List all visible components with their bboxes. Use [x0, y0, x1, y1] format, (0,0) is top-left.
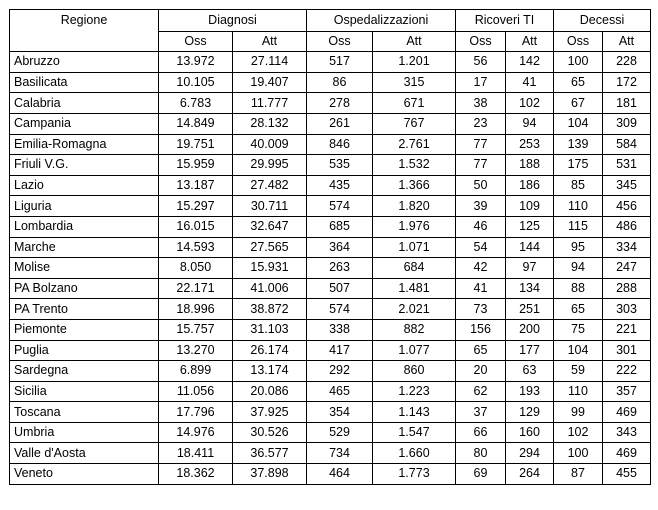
value-cell: 17	[456, 72, 506, 93]
value-cell: 41	[456, 278, 506, 299]
table-row	[10, 422, 651, 443]
value-cell: 261	[307, 113, 373, 134]
value-cell: 59	[554, 361, 603, 382]
value-cell: 14.976	[159, 422, 233, 443]
value-cell: 32.647	[233, 216, 307, 237]
value-cell: 2.021	[373, 299, 456, 320]
region-name-cell: Friuli V.G.	[10, 155, 159, 176]
value-cell: 46	[456, 216, 506, 237]
table-row	[10, 278, 651, 299]
value-cell: 54	[456, 237, 506, 258]
value-cell: 175	[554, 155, 603, 176]
value-cell: 1.820	[373, 196, 456, 217]
value-cell: 40.009	[233, 134, 307, 155]
value-cell: 28.132	[233, 113, 307, 134]
value-cell: 139	[554, 134, 603, 155]
value-cell: 27.114	[233, 52, 307, 73]
table-row	[10, 175, 651, 196]
value-cell: 517	[307, 52, 373, 73]
value-cell: 73	[456, 299, 506, 320]
region-name-cell: Lazio	[10, 175, 159, 196]
value-cell: 13.174	[233, 361, 307, 382]
value-cell: 97	[506, 258, 554, 279]
region-name-cell: Calabria	[10, 93, 159, 114]
value-cell: 65	[554, 72, 603, 93]
value-cell: 23	[456, 113, 506, 134]
subheader-ricoveri-att: Att	[506, 31, 554, 52]
value-cell: 278	[307, 93, 373, 114]
value-cell: 1.660	[373, 443, 456, 464]
value-cell: 104	[554, 340, 603, 361]
value-cell: 36.577	[233, 443, 307, 464]
region-name-cell: PA Trento	[10, 299, 159, 320]
value-cell: 62	[456, 381, 506, 402]
value-cell: 417	[307, 340, 373, 361]
subheader-ospedalizzazioni-oss: Oss	[307, 31, 373, 52]
region-name-cell: Veneto	[10, 464, 159, 485]
value-cell: 110	[554, 381, 603, 402]
subheader-diagnosi-oss: Oss	[159, 31, 233, 52]
value-cell: 288	[603, 278, 651, 299]
value-cell: 685	[307, 216, 373, 237]
column-group-diagnosi: Diagnosi	[159, 10, 307, 32]
value-cell: 99	[554, 402, 603, 423]
value-cell: 263	[307, 258, 373, 279]
region-name-cell: Campania	[10, 113, 159, 134]
value-cell: 188	[506, 155, 554, 176]
value-cell: 1.071	[373, 237, 456, 258]
value-cell: 19.751	[159, 134, 233, 155]
value-cell: 142	[506, 52, 554, 73]
value-cell: 37.898	[233, 464, 307, 485]
value-cell: 41.006	[233, 278, 307, 299]
region-name-cell: Piemonte	[10, 319, 159, 340]
value-cell: 354	[307, 402, 373, 423]
value-cell: 343	[603, 422, 651, 443]
value-cell: 63	[506, 361, 554, 382]
table-row	[10, 299, 651, 320]
value-cell: 19.407	[233, 72, 307, 93]
value-cell: 309	[603, 113, 651, 134]
subheader-diagnosi-att: Att	[233, 31, 307, 52]
value-cell: 75	[554, 319, 603, 340]
value-cell: 338	[307, 319, 373, 340]
region-name-cell: Emilia-Romagna	[10, 134, 159, 155]
region-name-cell: Basilicata	[10, 72, 159, 93]
value-cell: 13.187	[159, 175, 233, 196]
subheader-decessi-att: Att	[603, 31, 651, 52]
value-cell: 20	[456, 361, 506, 382]
value-cell: 85	[554, 175, 603, 196]
table-row	[10, 361, 651, 382]
value-cell: 102	[506, 93, 554, 114]
value-cell: 30.526	[233, 422, 307, 443]
value-cell: 94	[506, 113, 554, 134]
column-header-region: Regione	[10, 10, 159, 52]
value-cell: 129	[506, 402, 554, 423]
value-cell: 1.532	[373, 155, 456, 176]
value-cell: 20.086	[233, 381, 307, 402]
value-cell: 87	[554, 464, 603, 485]
value-cell: 66	[456, 422, 506, 443]
value-cell: 529	[307, 422, 373, 443]
value-cell: 15.297	[159, 196, 233, 217]
region-name-cell: Lombardia	[10, 216, 159, 237]
value-cell: 6.783	[159, 93, 233, 114]
value-cell: 109	[506, 196, 554, 217]
value-cell: 38.872	[233, 299, 307, 320]
value-cell: 41	[506, 72, 554, 93]
value-cell: 69	[456, 464, 506, 485]
value-cell: 535	[307, 155, 373, 176]
value-cell: 294	[506, 443, 554, 464]
value-cell: 357	[603, 381, 651, 402]
value-cell: 39	[456, 196, 506, 217]
value-cell: 104	[554, 113, 603, 134]
region-name-cell: Liguria	[10, 196, 159, 217]
region-name-cell: Valle d'Aosta	[10, 443, 159, 464]
value-cell: 584	[603, 134, 651, 155]
column-group-ospedalizzazioni: Ospedalizzazioni	[307, 10, 456, 32]
value-cell: 1.201	[373, 52, 456, 73]
value-cell: 200	[506, 319, 554, 340]
value-cell: 181	[603, 93, 651, 114]
region-name-cell: Sicilia	[10, 381, 159, 402]
value-cell: 1.773	[373, 464, 456, 485]
value-cell: 13.972	[159, 52, 233, 73]
value-cell: 18.411	[159, 443, 233, 464]
value-cell: 1.366	[373, 175, 456, 196]
value-cell: 160	[506, 422, 554, 443]
value-cell: 125	[506, 216, 554, 237]
value-cell: 734	[307, 443, 373, 464]
value-cell: 574	[307, 299, 373, 320]
region-name-cell: Sardegna	[10, 361, 159, 382]
value-cell: 846	[307, 134, 373, 155]
value-cell: 456	[603, 196, 651, 217]
value-cell: 1.077	[373, 340, 456, 361]
subheader-ricoveri-oss: Oss	[456, 31, 506, 52]
value-cell: 193	[506, 381, 554, 402]
value-cell: 18.996	[159, 299, 233, 320]
region-name-cell: Molise	[10, 258, 159, 279]
value-cell: 1.223	[373, 381, 456, 402]
column-group-ricoveri-ti: Ricoveri TI	[456, 10, 554, 32]
value-cell: 95	[554, 237, 603, 258]
table-row	[10, 319, 651, 340]
value-cell: 6.899	[159, 361, 233, 382]
value-cell: 251	[506, 299, 554, 320]
table-container	[9, 9, 651, 485]
value-cell: 303	[603, 299, 651, 320]
header-row-groups	[10, 10, 651, 32]
table-row	[10, 216, 651, 237]
value-cell: 15.959	[159, 155, 233, 176]
value-cell: 435	[307, 175, 373, 196]
value-cell: 334	[603, 237, 651, 258]
table-row	[10, 134, 651, 155]
value-cell: 77	[456, 134, 506, 155]
value-cell: 247	[603, 258, 651, 279]
value-cell: 29.995	[233, 155, 307, 176]
table-header	[10, 10, 651, 52]
value-cell: 364	[307, 237, 373, 258]
region-name-cell: Puglia	[10, 340, 159, 361]
value-cell: 56	[456, 52, 506, 73]
value-cell: 31.103	[233, 319, 307, 340]
value-cell: 1.481	[373, 278, 456, 299]
value-cell: 172	[603, 72, 651, 93]
value-cell: 315	[373, 72, 456, 93]
table-body	[10, 52, 651, 484]
table-row	[10, 340, 651, 361]
value-cell: 684	[373, 258, 456, 279]
table-row	[10, 72, 651, 93]
value-cell: 80	[456, 443, 506, 464]
value-cell: 18.362	[159, 464, 233, 485]
value-cell: 469	[603, 443, 651, 464]
region-name-cell: PA Bolzano	[10, 278, 159, 299]
value-cell: 574	[307, 196, 373, 217]
value-cell: 37	[456, 402, 506, 423]
value-cell: 253	[506, 134, 554, 155]
value-cell: 156	[456, 319, 506, 340]
table-row	[10, 93, 651, 114]
value-cell: 14.849	[159, 113, 233, 134]
value-cell: 767	[373, 113, 456, 134]
value-cell: 65	[456, 340, 506, 361]
value-cell: 1.976	[373, 216, 456, 237]
value-cell: 102	[554, 422, 603, 443]
value-cell: 177	[506, 340, 554, 361]
value-cell: 67	[554, 93, 603, 114]
value-cell: 16.015	[159, 216, 233, 237]
subheader-decessi-oss: Oss	[554, 31, 603, 52]
value-cell: 1.547	[373, 422, 456, 443]
column-group-decessi: Decessi	[554, 10, 651, 32]
value-cell: 13.270	[159, 340, 233, 361]
value-cell: 144	[506, 237, 554, 258]
value-cell: 469	[603, 402, 651, 423]
value-cell: 486	[603, 216, 651, 237]
value-cell: 186	[506, 175, 554, 196]
value-cell: 11.056	[159, 381, 233, 402]
value-cell: 30.711	[233, 196, 307, 217]
value-cell: 464	[307, 464, 373, 485]
value-cell: 507	[307, 278, 373, 299]
value-cell: 94	[554, 258, 603, 279]
table-row	[10, 381, 651, 402]
data-table	[9, 9, 651, 485]
value-cell: 1.143	[373, 402, 456, 423]
value-cell: 222	[603, 361, 651, 382]
value-cell: 88	[554, 278, 603, 299]
region-name-cell: Abruzzo	[10, 52, 159, 73]
value-cell: 465	[307, 381, 373, 402]
value-cell: 15.931	[233, 258, 307, 279]
value-cell: 65	[554, 299, 603, 320]
value-cell: 86	[307, 72, 373, 93]
value-cell: 17.796	[159, 402, 233, 423]
value-cell: 531	[603, 155, 651, 176]
region-name-cell: Umbria	[10, 422, 159, 443]
value-cell: 22.171	[159, 278, 233, 299]
table-row	[10, 196, 651, 217]
value-cell: 26.174	[233, 340, 307, 361]
table-row	[10, 155, 651, 176]
value-cell: 42	[456, 258, 506, 279]
value-cell: 134	[506, 278, 554, 299]
value-cell: 264	[506, 464, 554, 485]
table-row	[10, 113, 651, 134]
value-cell: 345	[603, 175, 651, 196]
value-cell: 2.761	[373, 134, 456, 155]
value-cell: 38	[456, 93, 506, 114]
value-cell: 671	[373, 93, 456, 114]
table-row	[10, 52, 651, 73]
table-row	[10, 464, 651, 485]
table-row	[10, 402, 651, 423]
value-cell: 10.105	[159, 72, 233, 93]
subheader-ospedalizzazioni-att: Att	[373, 31, 456, 52]
value-cell: 8.050	[159, 258, 233, 279]
value-cell: 100	[554, 52, 603, 73]
value-cell: 292	[307, 361, 373, 382]
value-cell: 228	[603, 52, 651, 73]
value-cell: 15.757	[159, 319, 233, 340]
value-cell: 37.925	[233, 402, 307, 423]
value-cell: 27.482	[233, 175, 307, 196]
value-cell: 11.777	[233, 93, 307, 114]
value-cell: 882	[373, 319, 456, 340]
value-cell: 77	[456, 155, 506, 176]
value-cell: 455	[603, 464, 651, 485]
region-name-cell: Toscana	[10, 402, 159, 423]
value-cell: 860	[373, 361, 456, 382]
region-name-cell: Marche	[10, 237, 159, 258]
table-row	[10, 258, 651, 279]
value-cell: 221	[603, 319, 651, 340]
value-cell: 115	[554, 216, 603, 237]
table-row	[10, 237, 651, 258]
table-row	[10, 443, 651, 464]
value-cell: 50	[456, 175, 506, 196]
value-cell: 14.593	[159, 237, 233, 258]
value-cell: 110	[554, 196, 603, 217]
value-cell: 301	[603, 340, 651, 361]
value-cell: 100	[554, 443, 603, 464]
value-cell: 27.565	[233, 237, 307, 258]
